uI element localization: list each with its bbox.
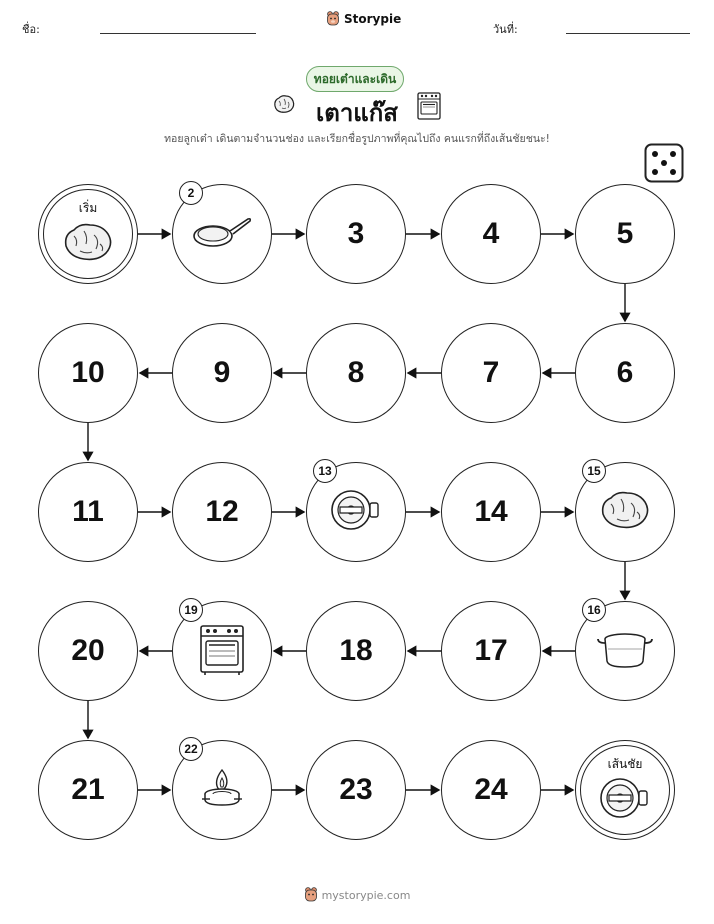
space-number: 8 — [347, 356, 365, 389]
space-caption: เส้นชัย — [607, 757, 643, 771]
space-number: 23 — [339, 773, 373, 806]
rock-icon — [597, 488, 653, 536]
board-space-15 — [575, 462, 675, 562]
space-number: 20 — [71, 634, 105, 667]
board-space-2 — [172, 184, 272, 284]
stove-knob-icon — [329, 485, 383, 539]
space-number: 3 — [347, 217, 365, 250]
board-space-5 — [575, 184, 675, 284]
finish-space — [575, 740, 675, 840]
board-space-24 — [441, 740, 541, 840]
gas-burner-icon — [196, 764, 248, 816]
space-number: 24 — [474, 773, 508, 806]
mascot-icon — [304, 887, 318, 903]
space-number: 18 — [339, 634, 373, 667]
space-number: 9 — [213, 356, 231, 389]
date-label: วันที่: — [493, 23, 518, 36]
board-space-22 — [172, 740, 272, 840]
board-space-21 — [38, 740, 138, 840]
board-space-19 — [172, 601, 272, 701]
brand-name: Storypie — [344, 12, 402, 26]
board-space-4 — [441, 184, 541, 284]
board-space-8 — [306, 323, 406, 423]
footer — [0, 887, 714, 903]
space-number-tag: 13 — [313, 459, 337, 483]
space-number: 21 — [71, 773, 105, 806]
space-number: 7 — [482, 356, 500, 389]
space-number-tag: 16 — [582, 598, 606, 622]
board-space-17 — [441, 601, 541, 701]
board-space-3 — [306, 184, 406, 284]
pot-icon — [594, 627, 656, 675]
start-space — [38, 184, 138, 284]
stove-knob-icon — [598, 773, 652, 827]
space-caption: เริ่ม — [78, 201, 98, 215]
space-number: 5 — [616, 217, 634, 250]
space-number: 6 — [616, 356, 634, 389]
space-number: 10 — [71, 356, 105, 389]
space-number-tag: 19 — [179, 598, 203, 622]
space-number: 14 — [474, 495, 508, 528]
game-type-badge: ทอยเต๋าและเดิน — [306, 66, 404, 92]
board-space-20 — [38, 601, 138, 701]
gas-stove-icon — [195, 622, 249, 680]
rock-icon — [60, 220, 116, 268]
instructions: ทอยลูกเต๋า เดินตามจำนวนช่อง และเรียกชื่อรูปภาพที่คุณไปถึง คนแรกที่ถึงเส้นชัยชนะ! — [164, 133, 550, 145]
board-space-16 — [575, 601, 675, 701]
space-number-tag: 15 — [582, 459, 606, 483]
board-space-23 — [306, 740, 406, 840]
board-space-12 — [172, 462, 272, 562]
board-space-18 — [306, 601, 406, 701]
board-space-11 — [38, 462, 138, 562]
board-space-13 — [306, 462, 406, 562]
space-number-tag: 2 — [179, 181, 203, 205]
footer-url[interactable]: mystorypie.com — [321, 888, 411, 902]
board-space-7 — [441, 323, 541, 423]
board-space-9 — [172, 323, 272, 423]
board-space-14 — [441, 462, 541, 562]
name-label: ชื่อ: — [22, 23, 40, 36]
space-number-tag: 22 — [179, 737, 203, 761]
page-title: เตาแก๊ส — [316, 99, 398, 127]
space-number: 12 — [205, 495, 239, 528]
frying-pan-icon — [191, 212, 253, 256]
space-number: 4 — [482, 217, 500, 250]
space-number: 17 — [474, 634, 508, 667]
board-space-6 — [575, 323, 675, 423]
space-number: 11 — [72, 495, 104, 528]
board-space-10 — [38, 323, 138, 423]
